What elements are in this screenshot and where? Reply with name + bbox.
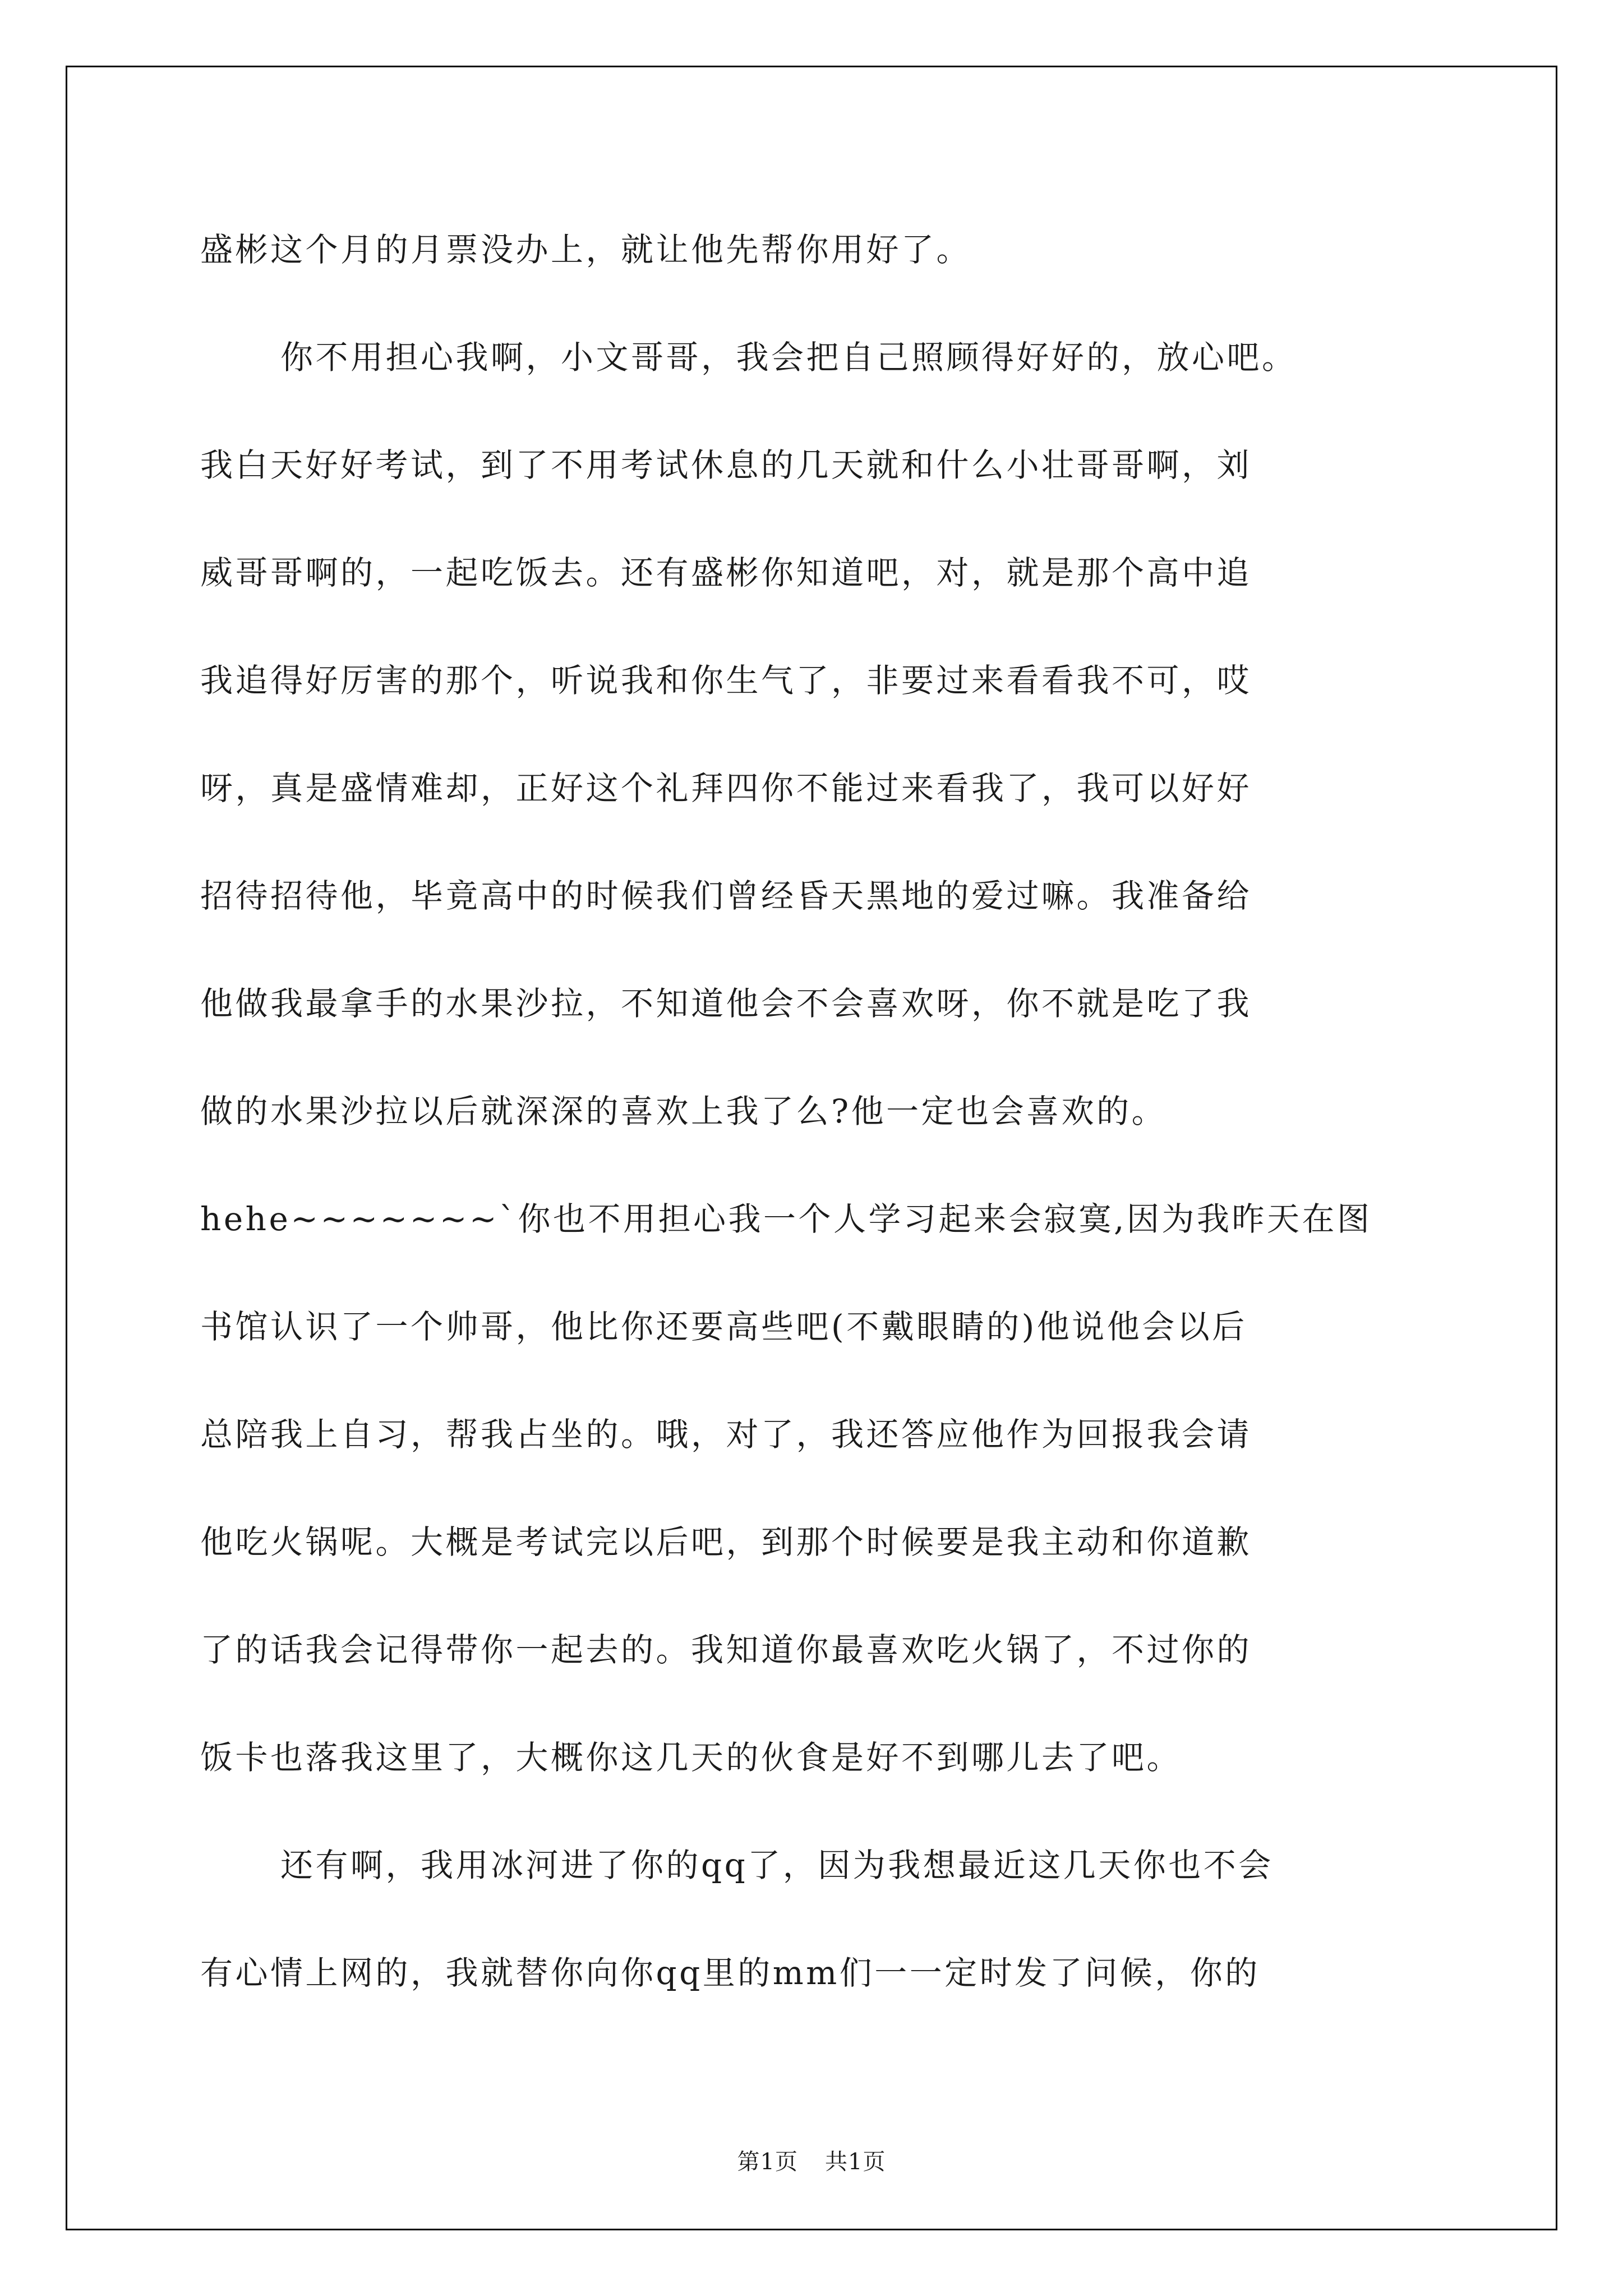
body-line: 他做我最拿手的水果沙拉，不知道他会不会喜欢呀，你不就是吃了我 (200, 984, 1252, 1023)
body-line: 做的水果沙拉以后就深深的喜欢上我了么?他一定也会喜欢的。 (200, 1092, 1167, 1130)
body-line: 了的话我会记得带你一起去的。我知道你最喜欢吃火锅了，不过你的 (200, 1631, 1252, 1669)
body-line: 他吃火锅呢。大概是考试完以后吧，到那个时候要是我主动和你道歉 (200, 1523, 1252, 1561)
body-line: 招待招待他，毕竟高中的时候我们曾经昏天黑地的爱过嘛。我准备给 (200, 877, 1252, 915)
body-line: 呀，真是盛情难却，正好这个礼拜四你不能过来看我了，我可以好好 (200, 769, 1252, 807)
page-footer (0, 2144, 1623, 2176)
body-line: 书馆认识了一个帅哥，他比你还要高些吧(不戴眼睛的)他说他会以后 (200, 1308, 1247, 1346)
body-line: 我白天好好考试，到了不用考试休息的几天就和什么小壮哥哥啊，刘 (200, 446, 1252, 484)
body-line: 还有啊，我用冰河进了你的qq了，因为我想最近这几天你也不会 (280, 1846, 1274, 1884)
body-line: 总陪我上自习，帮我占坐的。哦，对了，我还答应他作为回报我会请 (200, 1415, 1252, 1453)
body-line: hehe~~~~~~~`你也不用担心我一个人学习起来会寂寞,因为我昨天在图 (200, 1200, 1372, 1238)
page-border (66, 66, 1557, 2230)
page-total: 共1页 (825, 2149, 886, 2175)
body-line: 我追得好厉害的那个，听说我和你生气了，非要过来看看我不可，哎 (200, 661, 1252, 700)
body-line: 盛彬这个月的月票没办上，就让他先帮你用好了。 (200, 231, 972, 269)
body-line: 有心情上网的，我就替你向你qq里的mm们一一定时发了问候，你的 (200, 1954, 1260, 1992)
body-line: 你不用担心我啊，小文哥哥，我会把自己照顾得好好的，放心吧。 (280, 338, 1297, 376)
page-number: 第1页 (737, 2149, 798, 2175)
body-line: 威哥哥啊的，一起吃饭去。还有盛彬你知道吧，对，就是那个高中追 (200, 554, 1252, 592)
body-line: 饭卡也落我这里了，大概你这几天的伙食是好不到哪儿去了吧。 (200, 1738, 1182, 1777)
